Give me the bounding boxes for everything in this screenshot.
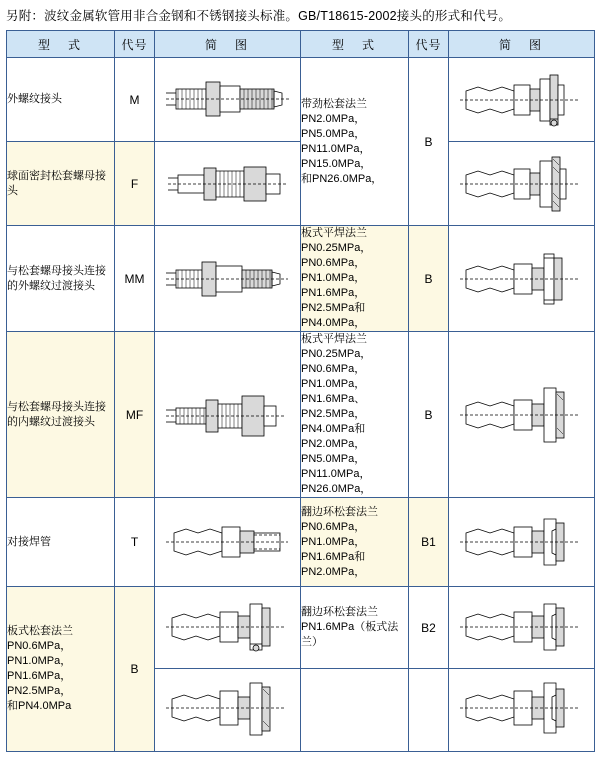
lap-joint-flange-2-figure: [449, 592, 594, 664]
male-thread-connector-figure: [155, 65, 300, 135]
figure-cell: [449, 142, 595, 226]
type-name: 对接焊管: [7, 498, 115, 587]
ribbed-loose-flange-figure-2: [449, 149, 594, 219]
plate-loose-flange-figure-2: [155, 669, 300, 751]
type-name: 与松套螺母接头连接的内螺纹过渡接头: [7, 332, 115, 498]
type-code-filler: [409, 669, 449, 752]
header-row: [7, 31, 595, 58]
type-name: 翻边环松套法兰 PN1.6MPa（板式法兰）: [301, 587, 409, 669]
spherical-seal-union-nut-figure: [155, 149, 300, 219]
type-name: 球面密封松套螺母接头: [7, 142, 115, 226]
type-code: MM: [115, 226, 155, 332]
female-transition-connector-figure: [155, 376, 300, 454]
type-code: M: [115, 58, 155, 142]
type-code: B: [409, 226, 449, 332]
figure-cell: [449, 669, 595, 752]
type-code: B2: [409, 587, 449, 669]
type-code: B: [409, 58, 449, 226]
header-code-right: 代号: [409, 31, 449, 58]
type-name: 板式松套法兰 PN0.6MPa，PN1.0MPa， PN1.6MPa，PN2.5MPa， 和PN4.0MPa: [7, 587, 115, 752]
header-figure-right: 简 图: [449, 31, 595, 58]
figure-cell: [155, 498, 301, 587]
table-row: [7, 332, 595, 498]
type-name: 与松套螺母接头连接的外螺纹过渡接头: [7, 226, 115, 332]
figure-cell: [155, 142, 301, 226]
header-type-left: 型 式: [7, 31, 115, 58]
page-caption: 另附：波纹金属软管用非合金钢和不锈钢接头标准。GB/T18615-2002接头的形式和代号。: [6, 9, 512, 23]
table-body: [7, 58, 595, 752]
figure-cell: [449, 587, 595, 669]
butt-weld-pipe-figure: [155, 505, 300, 579]
ribbed-loose-flange-figure: [449, 65, 594, 135]
table-row: [7, 587, 595, 669]
type-name: 翻边环松套法兰 PN0.6MPa，PN1.0MPa， PN1.6MPa和PN2.0MPa，: [301, 498, 409, 587]
figure-cell: [449, 58, 595, 142]
table-row: [7, 498, 595, 587]
header-type-right: 型 式: [301, 31, 409, 58]
table-header: [7, 31, 595, 58]
type-name-filler: [301, 669, 409, 752]
type-code: F: [115, 142, 155, 226]
fittings-table: [6, 30, 595, 752]
type-code: T: [115, 498, 155, 587]
plate-slip-on-flange-figure: [449, 240, 594, 318]
table-row: [7, 226, 595, 332]
figure-cell: [155, 669, 301, 752]
figure-cell: [155, 226, 301, 332]
plate-loose-flange-figure: [155, 587, 300, 668]
figure-cell: [155, 332, 301, 498]
figure-cell: [449, 226, 595, 332]
type-code: B: [115, 587, 155, 752]
figure-cell: [155, 58, 301, 142]
type-name: 板式平焊法兰 PN0.25MPa，PN0.6MPa， PN1.0MPa，PN1.6MPa、 PN2.5MPa，PN4.0MPa和 PN2.0MPa，PN5.0MPa， PN11.0MPa，PN26.0MPa，: [301, 332, 409, 498]
lap-joint-flange-figure: [449, 505, 594, 579]
type-name: 外螺纹接头: [7, 58, 115, 142]
lap-joint-flange-3-figure: [449, 673, 594, 747]
plate-slip-on-flange-2-figure: [449, 376, 594, 454]
male-transition-connector-figure: [155, 240, 300, 318]
type-name: 板式平焊法兰 PN0.25MPa，PN0.6MPa， PN1.0MPa，PN1.6MPa， PN2.5MPa和PN4.0MPa，: [301, 226, 409, 332]
header-figure-left: 简 图: [155, 31, 301, 58]
type-code: MF: [115, 332, 155, 498]
figure-cell: [449, 498, 595, 587]
type-name: 带劲松套法兰 PN2.0MPa，PN5.0MPa， PN11.0MPa，PN15.0MPa， 和PN26.0MPa，: [301, 58, 409, 226]
table-row: [7, 58, 595, 142]
type-code: B: [409, 332, 449, 498]
figure-cell: [155, 587, 301, 669]
figure-cell: [449, 332, 595, 498]
header-code-left: 代号: [115, 31, 155, 58]
type-code: B1: [409, 498, 449, 587]
